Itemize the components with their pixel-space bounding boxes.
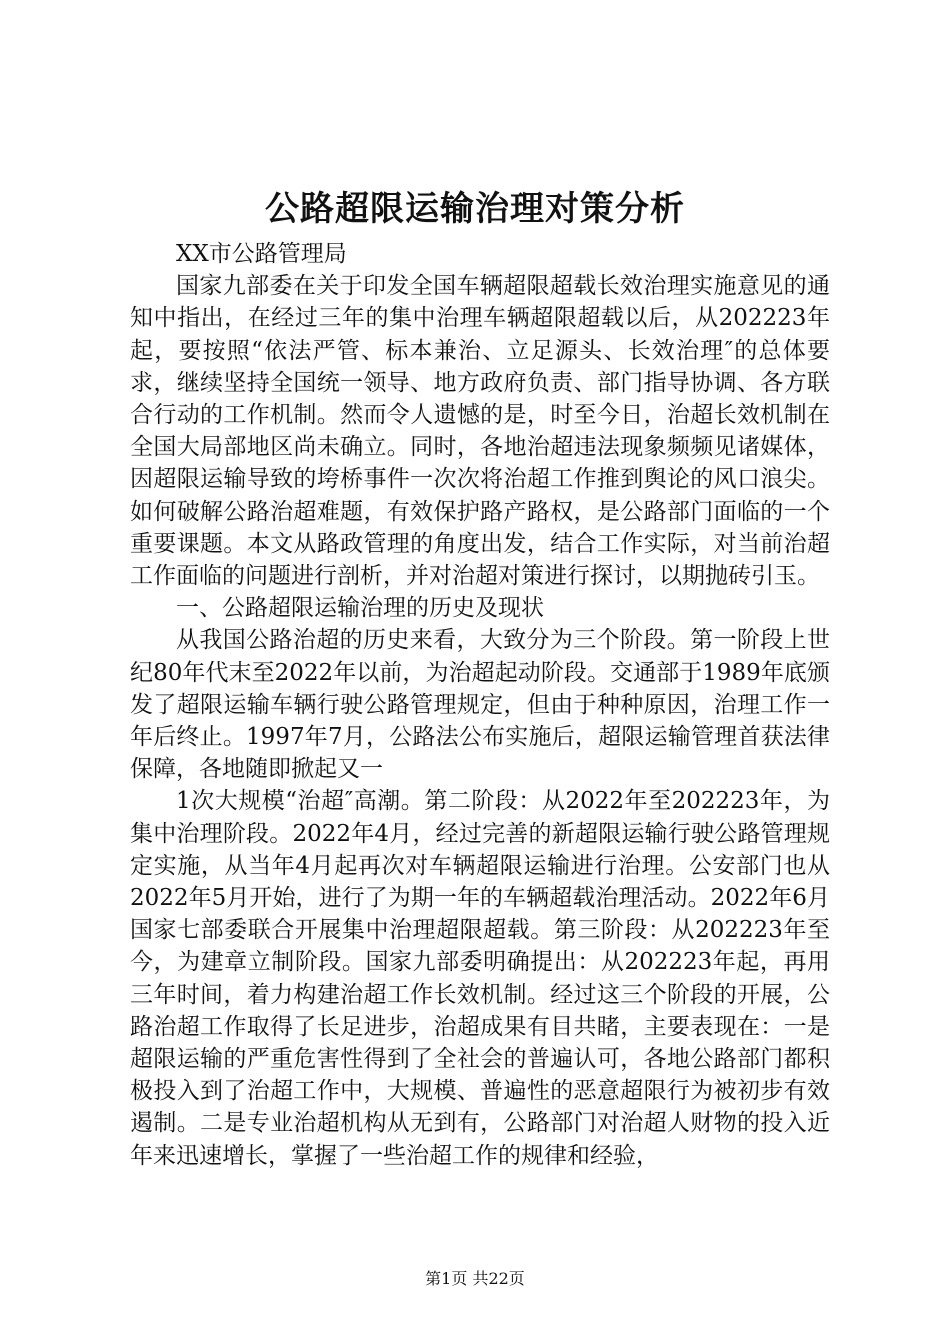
document-title: 公路超限运输治理对策分析 xyxy=(265,189,685,229)
section-heading-history: 一、公路超限运输治理的历史及现状 xyxy=(176,595,544,622)
author-line: XX市公路管理局 xyxy=(176,241,347,267)
document-body xyxy=(130,238,830,1172)
paragraph-intro: 国家九部委在关于印发全国车辆超限超载长效治理实施意见的通知中指出，在经过三年的集中治理车辆超限超载以后，从202223年起，要按照“依法严管、标本兼治、立足源头、长效治理″的总体要求，继续坚持全国统一领导、地方政府负责、部门指导协调、各方联合行动的工作机制。然而令人遗憾的是，时至今日，治超长效机制在全国大局部地区尚未确立。同时，各地治超违法现象频频见诸媒体，因超限运输导致的垮桥事件一次次将治超工作推到舆论的风口浪尖。如何破解公路治超难题，有效保护路产路权，是公路部门面临的一个重要课题。本文从路政管理的角度出发，结合工作实际，对当前治超工作面临的问题进行剖析，并对治超对策进行探讨，以期抛砖引玉。 xyxy=(130,273,830,590)
paragraph-stages: 1次大规模“治超″高潮。第二阶段：从2022年至202223年，为集中治理阶段。2022年4月，经过完善的新超限运输行驶公路管理规定实施，从当年4月起再次对车辆超限运输进行治理。公安部门也从2022年5月开始，进行了为期一年的车辆超载治理活动。2022年6月国家七部委联合开展集中治理超限超载。第三阶段：从202223年至今，为建章立制阶段。国家九部委明确提出：从202223年起，再用三年时间，着力构建治超工作长效机制。经过这三个阶段的开展，公路治超工作取得了长足进步，治超成果有目共睹，主要表现在：一是超限运输的严重危害性得到了全社会的普遍认可，各地公路部门都积极投入到了治超工作中，大规模、普遍性的恶意超限行为被初步有效遏制。二是专业治超机构从无到有，公路部门对治超人财物的投入近年来迅速增长，掌握了一些治超工作的规律和经验， xyxy=(130,788,830,1169)
page-footer: 第1页 共22页 xyxy=(425,1269,525,1288)
paragraph-history: 从我国公路治超的历史来看，大致分为三个阶段。第一阶段上世纪80年代末至2022年以前，为治超起动阶段。交通部于1989年底颁发了超限运输车辆行驶公路管理规定，但由于种种原因，治理工作一年后终止。1997年7月，公路法公布实施后，超限运输管理首获法律保障，各地随即掀起又一 xyxy=(130,627,830,783)
